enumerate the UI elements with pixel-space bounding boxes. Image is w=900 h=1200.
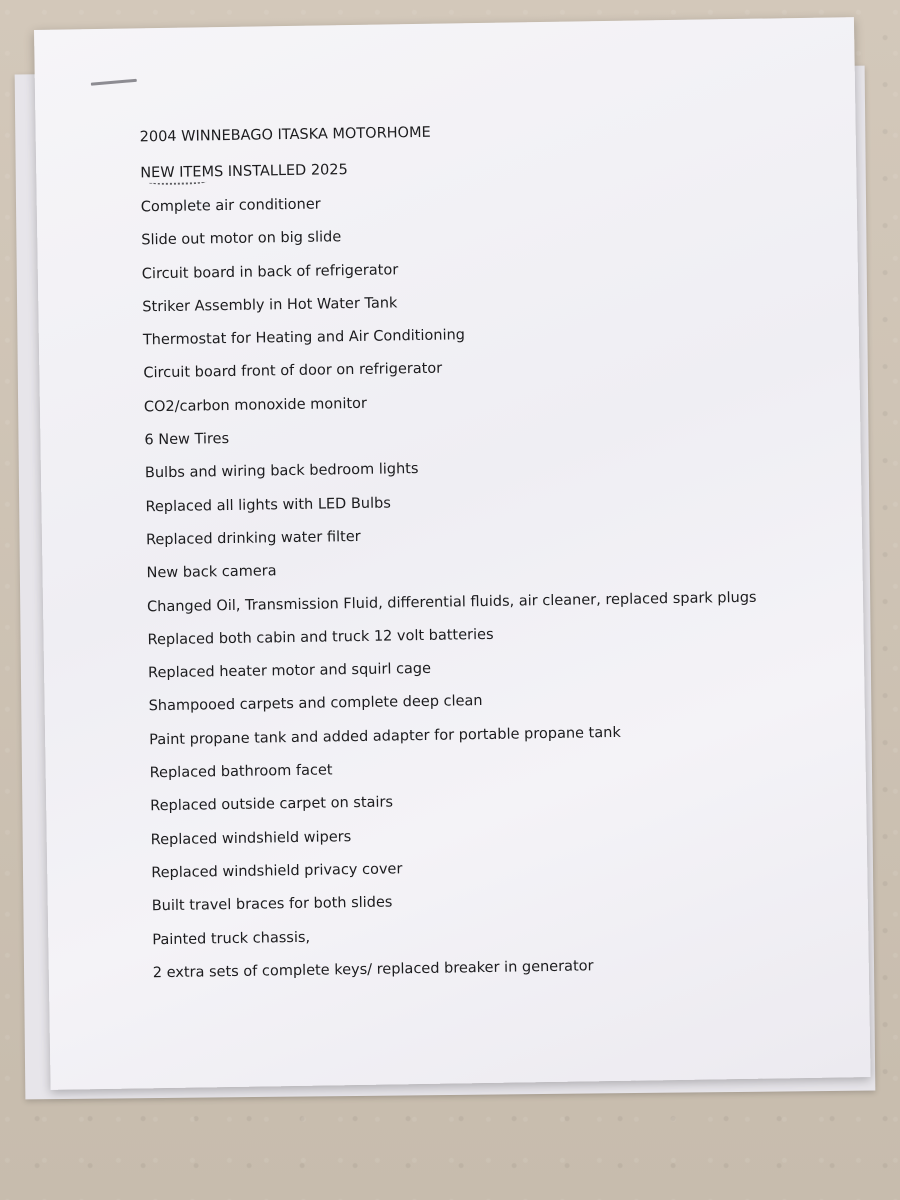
list-item: 2 extra sets of complete keys/ replaced breaker in generator <box>152 958 594 982</box>
staple <box>91 79 137 86</box>
list-item: Circuit board in back of refrigerator <box>141 261 399 282</box>
document-content <box>140 117 854 997</box>
list-item: 6 New Tires <box>144 431 230 449</box>
items-list <box>141 187 853 997</box>
list-item: CO2/carbon monoxide monitor <box>143 395 368 416</box>
list-item: Replaced drinking water filter <box>145 528 361 549</box>
list-item: Replaced all lights with LED Bulbs <box>145 495 391 515</box>
list-item: Thermostat for Heating and Air Conditioning <box>142 327 466 349</box>
list-item: Replaced both cabin and truck 12 volt batteries <box>147 626 494 649</box>
list-item: Complete air conditioner <box>140 196 321 216</box>
paper-sheet <box>34 17 871 1090</box>
list-item: Built travel braces for both slides <box>151 894 393 915</box>
document-title: 2004 WINNEBAGO ITASKA MOTORHOME <box>139 124 431 146</box>
document-subtitle-text: NEW ITEMS INSTALLED 2025 <box>140 162 348 182</box>
list-item: Circuit board front of door on refrigerator <box>143 361 443 382</box>
list-item: New back camera <box>146 563 277 582</box>
list-item: Changed Oil, Transmission Fluid, differential fluids, air cleaner, replaced spark plugs <box>146 589 757 615</box>
list-item: Shampooed carpets and complete deep clean <box>148 693 483 715</box>
list-item: Replaced outside carpet on stairs <box>150 794 394 815</box>
handwritten-underline <box>148 179 206 185</box>
list-item: Painted truck chassis, <box>152 929 311 948</box>
list-item: Replaced bathroom facet <box>149 762 333 782</box>
list-item: Replaced windshield wipers <box>150 828 352 848</box>
list-item: Bulbs and wiring back bedroom lights <box>144 461 419 482</box>
list-item: Replaced heater motor and squirl cage <box>147 661 432 682</box>
list-item: Striker Assembly in Hot Water Tank <box>142 295 398 316</box>
list-item: Slide out motor on big slide <box>141 229 342 249</box>
list-item: Replaced windshield privacy cover <box>151 861 403 882</box>
list-item: Paint propane tank and added adapter for portable propane tank <box>149 724 621 749</box>
